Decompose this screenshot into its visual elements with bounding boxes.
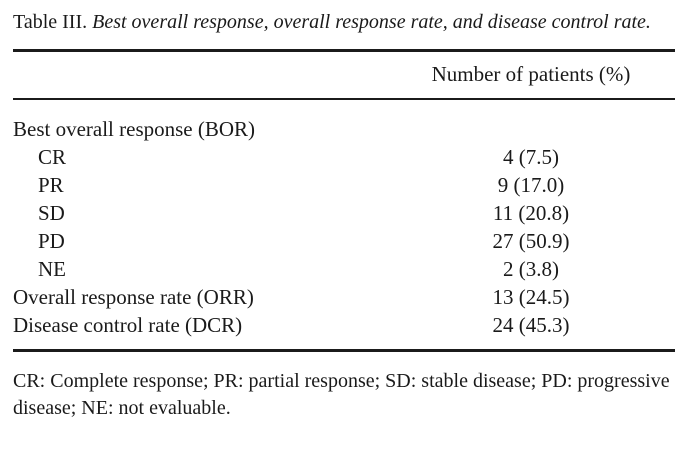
row-value: 9 (17.0) <box>497 173 565 197</box>
row-label: PR <box>38 173 64 197</box>
bottom-rule <box>13 349 675 352</box>
table-footnote: CR: Complete response; PR: partial response; SD: stable disease; PD: progressive disease; NE: not evaluable. <box>13 370 670 419</box>
row-label: CR <box>38 145 67 169</box>
table-body <box>13 100 675 349</box>
table-row <box>13 143 675 171</box>
row-label: Best overall response (BOR) <box>13 117 256 141</box>
row-value: 11 (20.8) <box>492 201 570 225</box>
table-row <box>13 227 675 255</box>
row-label: NE <box>38 257 66 281</box>
table-row <box>13 199 675 227</box>
row-label: SD <box>38 201 65 225</box>
row-value: 27 (50.9) <box>492 229 570 253</box>
table-caption <box>13 8 675 36</box>
table-row <box>13 171 675 199</box>
caption-text: Best overall response, overall response rate, and disease control rate. <box>92 11 651 33</box>
row-label: Overall response rate (ORR) <box>13 285 254 309</box>
caption-label: Table III. <box>13 11 88 33</box>
row-value: 13 (24.5) <box>492 285 570 309</box>
row-label: PD <box>38 229 65 253</box>
row-value: 4 (7.5) <box>503 145 559 169</box>
table-row <box>13 283 675 311</box>
row-value: 2 (3.8) <box>503 257 559 281</box>
table-row <box>13 311 675 339</box>
table-header-row <box>13 52 675 98</box>
row-value: 24 (45.3) <box>492 313 570 337</box>
row-label: Disease control rate (DCR) <box>13 313 243 337</box>
table-row <box>13 115 675 143</box>
value-column-header: Number of patients (%) <box>431 62 631 86</box>
table-row <box>13 255 675 283</box>
